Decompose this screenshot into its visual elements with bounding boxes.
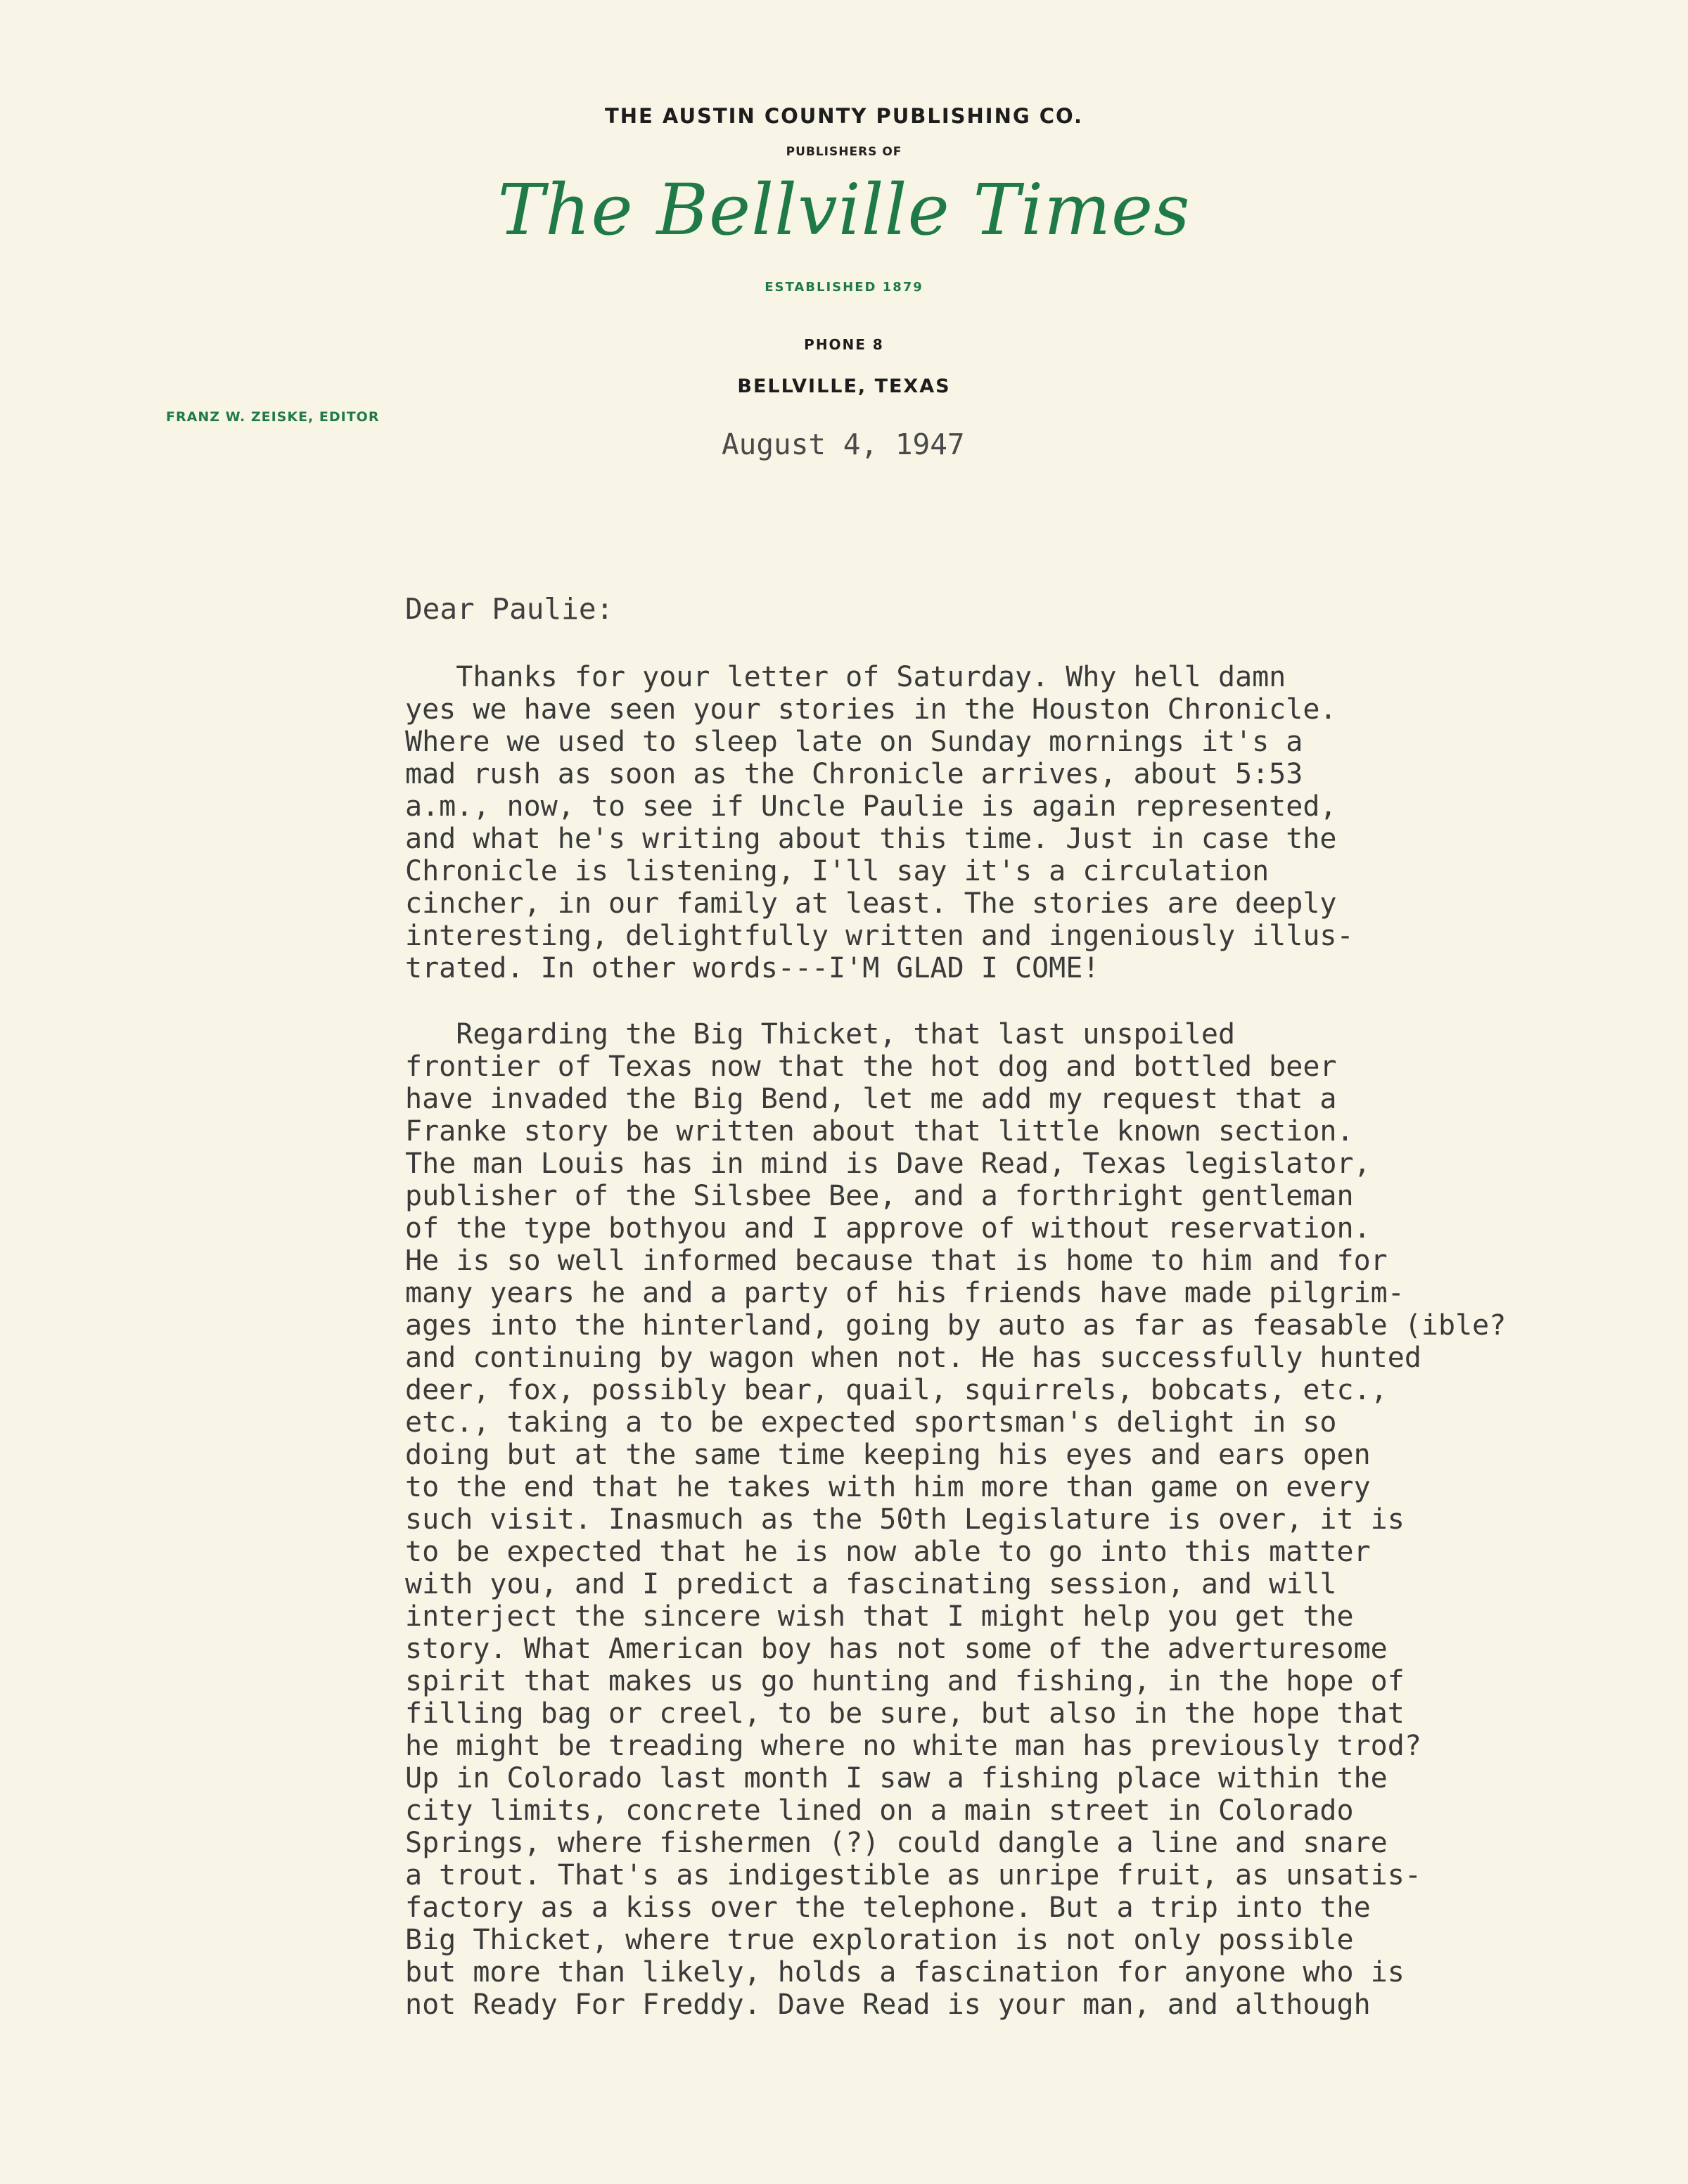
- text-line: a trout. That's as indigestible as unripe fruit, as unsatis-: [405, 1859, 1421, 1891]
- text-line: Up in Colorado last month I saw a fishing place within the: [405, 1762, 1388, 1794]
- text-line: trated. In other words---I'M GLAD I COME!: [405, 952, 1100, 984]
- text-line: story. What American boy has not some of the adverturesome: [405, 1633, 1388, 1665]
- text-line: Big Thicket, where true exploration is not only possible: [405, 1924, 1354, 1956]
- text-line: interject the sincere wish that I might help you get the: [405, 1600, 1354, 1633]
- text-line: of the type bothyou and I approve of without reservation.: [405, 1212, 1371, 1245]
- text-line: to the end that he takes with him more than game on every: [405, 1471, 1371, 1503]
- text-line: publisher of the Silsbee Bee, and a forthright gentleman: [405, 1180, 1354, 1212]
- text-line: He is so well informed because that is home to him and for: [405, 1245, 1388, 1277]
- text-line: Springs, where fishermen (?) could dangle a line and snare: [405, 1827, 1388, 1859]
- text-line: Regarding the Big Thicket, that last unspoiled: [405, 1018, 1236, 1051]
- text-line: to be expected that he is now able to go into this matter: [405, 1536, 1371, 1568]
- text-line: not Ready For Freddy. Dave Read is your man, and although: [405, 1989, 1371, 2021]
- text-line: frontier of Texas now that the hot dog and bottled beer: [405, 1051, 1337, 1083]
- text-line: have invaded the Big Bend, let me add my request that a: [405, 1083, 1337, 1115]
- text-line: cincher, in our family at least. The stories are deeply: [405, 887, 1337, 920]
- text-line: he might be treading where no white man has previously trod?: [405, 1730, 1421, 1762]
- text-line: many years he and a party of his friends have made pilgrim-: [405, 1277, 1405, 1309]
- text-line: interesting, delightfully written and ingeniously illus-: [405, 920, 1354, 952]
- text-line: and what he's writing about this time. Just in case the: [405, 823, 1337, 855]
- text-line: mad rush as soon as the Chronicle arrives, about 5:53: [405, 758, 1303, 790]
- text-line: with you, and I predict a fascinating session, and will: [405, 1568, 1337, 1600]
- text-line: but more than likely, holds a fascination for anyone who is: [405, 1956, 1405, 1989]
- newspaper-masthead: The Bellville Times: [497, 169, 1191, 251]
- publishers-of-label: PUBLISHERS OF: [786, 145, 902, 159]
- text-line: Where we used to sleep late on Sunday mornings it's a: [405, 726, 1303, 758]
- text-line: Thanks for your letter of Saturday. Why hell damn: [405, 661, 1286, 693]
- text-line: a.m., now, to see if Uncle Paulie is again represented,: [405, 790, 1337, 823]
- company-name: THE AUSTIN COUNTY PUBLISHING CO.: [604, 104, 1084, 128]
- text-line: yes we have seen your stories in the Houston Chronicle.: [405, 693, 1337, 726]
- text-line: city limits, concrete lined on a main street in Colorado: [405, 1794, 1354, 1827]
- city-line: BELLVILLE, TEXAS: [737, 375, 951, 397]
- text-line: spirit that makes us go hunting and fishing, in the hope of: [405, 1665, 1405, 1697]
- salutation: Dear Paulie:: [405, 592, 614, 626]
- letter-date: August 4, 1947: [722, 428, 965, 461]
- text-line: doing but at the same time keeping his eyes and ears open: [405, 1439, 1371, 1471]
- text-line: Chronicle is listening, I'll say it's a circulation: [405, 855, 1270, 887]
- text-line: factory as a kiss over the telephone. But a trip into the: [405, 1891, 1371, 1924]
- paragraph-2: [405, 1018, 1671, 2021]
- text-line: such visit. Inasmuch as the 50th Legislature is over, it is: [405, 1503, 1405, 1536]
- text-line: Franke story be written about that little known section.: [405, 1115, 1354, 1148]
- editor-line: FRANZ W. ZEISKE, EDITOR: [166, 409, 380, 425]
- paragraph-1: [405, 661, 1671, 984]
- text-line: etc., taking a to be expected sportsman's delight in so: [405, 1406, 1337, 1439]
- text-line: filling bag or creel, to be sure, but also in the hope that: [405, 1697, 1405, 1730]
- text-line: deer, fox, possibly bear, quail, squirrels, bobcats, etc.,: [405, 1374, 1388, 1406]
- text-line: ages into the hinterland, going by auto as far as feasable (ible?: [405, 1309, 1507, 1342]
- text-line: The man Louis has in mind is Dave Read, Texas legislator,: [405, 1148, 1371, 1180]
- text-line: and continuing by wagon when not. He has successfully hunted: [405, 1342, 1421, 1374]
- established-line: ESTABLISHED 1879: [765, 280, 923, 295]
- phone-line: PHONE 8: [804, 336, 884, 353]
